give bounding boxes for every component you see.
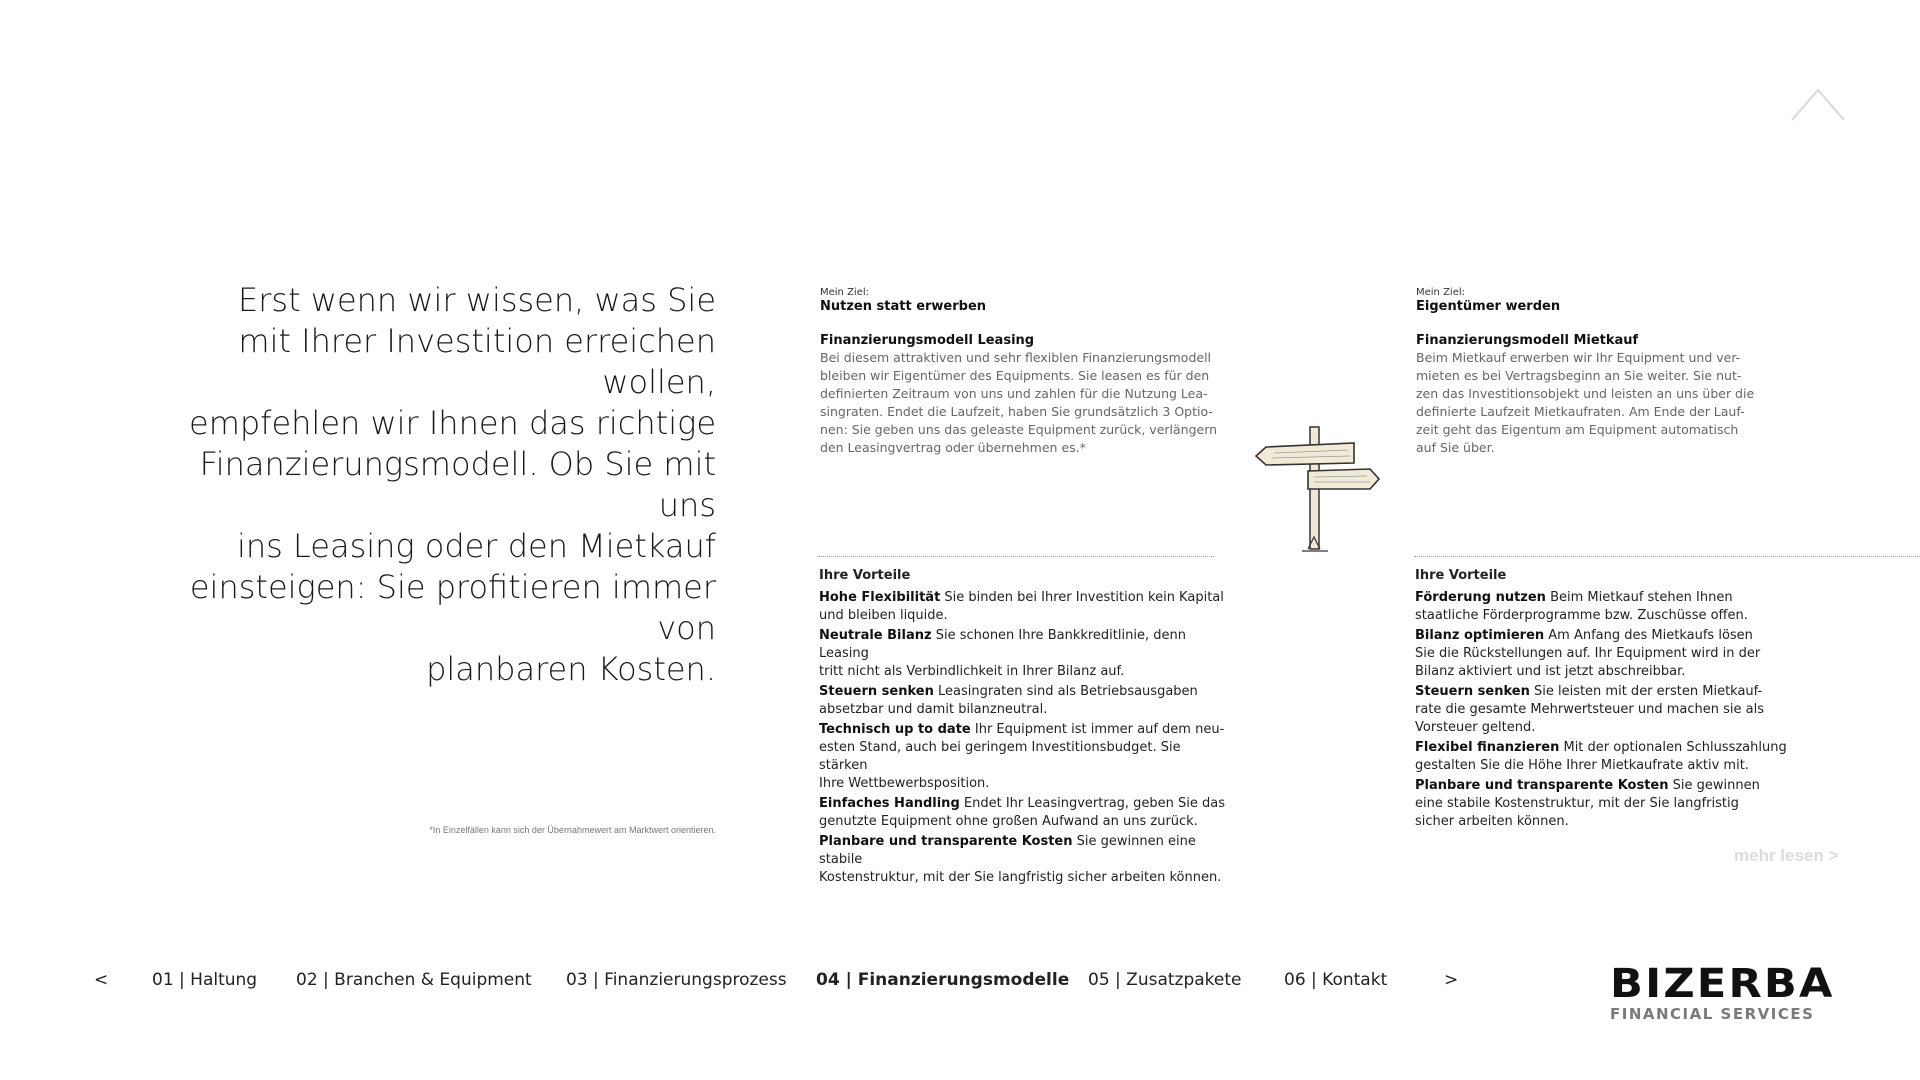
advantage-title: Förderung nutzen (1415, 590, 1546, 605)
advantage-item (1415, 777, 1825, 831)
advantages-heading: Ihre Vorteile (1415, 568, 1507, 583)
advantage-text: Sie leisten mit der ersten Mietkauf- (1529, 684, 1763, 699)
intro-line: ins Leasing oder den Mietkauf (236, 527, 716, 565)
advantage-title: Bilanz optimieren (1415, 628, 1545, 643)
advantage-text: Bilanz aktiviert und ist jetzt abschreibbar. (1415, 664, 1686, 679)
description-line: Beim Mietkauf erwerben wir Ihr Equipment und ver- (1416, 350, 1741, 365)
advantage-text: Ihre Wettbewerbsposition. (819, 776, 990, 791)
company-logo[interactable] (1610, 961, 1860, 1023)
advantage-text: Sie gewinnen eine stabile (819, 834, 1196, 867)
nav-item-branchen-equipment[interactable]: 02 | Branchen & Equipment (296, 970, 532, 990)
leasing-model-section (820, 287, 1220, 457)
bottom-nav (0, 966, 1500, 996)
advantage-text: Vorsteuer geltend. (1415, 720, 1536, 735)
goal-title: Nutzen statt erwerben (820, 299, 987, 314)
advantage-text: Mit der optionalen Schlusszahlung (1559, 740, 1787, 755)
section-divider (818, 556, 1214, 557)
read-more-link[interactable]: mehr lesen > (1734, 846, 1839, 865)
intro-line: Erst wenn wir wissen, was Sie (238, 281, 716, 319)
model-title: Finanzierungsmodell Mietkauf (1416, 333, 1639, 348)
nav-item-haltung[interactable]: 01 | Haltung (152, 970, 258, 990)
advantage-title: Steuern senken (1415, 684, 1530, 699)
advantage-item (819, 795, 1229, 831)
advantage-text: Sie gewinnen (1668, 778, 1760, 793)
advantages-heading: Ihre Vorteile (819, 568, 911, 583)
advantage-text: Am Anfang des Mietkaufs lösen (1544, 628, 1753, 643)
model-description (820, 349, 1220, 457)
goal-title: Eigentümer werden (1416, 299, 1561, 314)
mietkauf-model-section (1416, 287, 1816, 457)
advantage-text: absetzbar und damit bilanzneutral. (819, 702, 1048, 717)
nav-item-kontakt[interactable]: 06 | Kontakt (1284, 970, 1388, 990)
intro-line: empfehlen wir Ihnen das richtige (189, 404, 716, 442)
advantage-title: Planbare und transparente Kosten (1415, 778, 1669, 793)
leasing-advantages (819, 567, 1229, 889)
description-line: den Leasingvertrag oder übernehmen es.* (820, 440, 1086, 455)
nav-item-finanzierungsprozess[interactable]: 03 | Finanzierungsprozess (566, 970, 787, 990)
description-line: zen das Investitionsobjekt und leisten an uns über die (1416, 386, 1755, 401)
advantage-text: Sie binden bei Ihrer Investition kein Kapital (940, 590, 1224, 605)
advantage-text: Leasingraten sind als Betriebsausgaben (933, 684, 1198, 699)
advantage-item (819, 833, 1229, 887)
advantage-text: tritt nicht als Verbindlichkeit in Ihrer Bilanz auf. (819, 664, 1125, 679)
nav-prev-button[interactable]: < (94, 970, 109, 990)
advantage-title: Einfaches Handling (819, 796, 960, 811)
description-line: definierte Laufzeit Mietkaufraten. Am Ende der Lauf- (1416, 404, 1745, 419)
advantage-title: Hohe Flexibilität (819, 590, 941, 605)
intro-text (150, 280, 716, 690)
advantage-item (819, 589, 1229, 625)
advantage-text: gestalten Sie die Höhe Ihrer Mietkaufrate aktiv mit. (1415, 758, 1749, 773)
logo-subline: FINANCIAL SERVICES (1610, 1005, 1815, 1023)
intro-line: planbaren Kosten. (426, 650, 716, 688)
goal-label: Mein Ziel: (820, 287, 870, 298)
model-title: Finanzierungsmodell Leasing (820, 333, 1035, 348)
advantage-item (819, 627, 1229, 681)
description-line: nen: Sie geben uns das geleaste Equipment zurück, verlängern (820, 422, 1218, 437)
advantage-text: Kostenstruktur, mit der Sie langfristig sicher arbeiten können. (819, 870, 1222, 885)
nav-next-button[interactable]: > (1444, 970, 1459, 990)
advantage-item (1415, 589, 1825, 625)
description-line: auf Sie über. (1416, 440, 1495, 455)
goal-label: Mein Ziel: (1416, 287, 1466, 298)
description-line: mieten es bei Vertragsbeginn an Sie weiter. Sie nut- (1416, 368, 1742, 383)
advantage-item (1415, 683, 1825, 737)
advantage-item (1415, 739, 1825, 775)
advantage-item (819, 683, 1229, 719)
advantage-text: und bleiben liquide. (819, 608, 948, 623)
advantage-text: esten Stand, auch bei geringem Investitionsbudget. Sie stärken (819, 740, 1181, 773)
advantage-text: genutzte Equipment ohne großen Aufwand an uns zurück. (819, 814, 1198, 829)
advantage-title: Flexibel finanzieren (1415, 740, 1560, 755)
advantage-title: Planbare und transparente Kosten (819, 834, 1073, 849)
advantage-text: rate die gesamte Mehrwertsteuer und machen sie als (1415, 702, 1764, 717)
advantage-text: Sie die Rückstellungen auf. Ihr Equipment wird in der (1415, 646, 1761, 661)
description-line: definierten Zeitraum von uns und zahlen für die Nutzung Lea- (820, 386, 1208, 401)
advantage-text: Sie schonen Ihre Bankkreditlinie, denn Leasing (819, 628, 1186, 661)
logo-wordmark: BIZERBA (1610, 961, 1835, 1007)
signpost-icon (1252, 425, 1382, 555)
advantage-text: staatliche Förderprogramme bzw. Zuschüsse offen. (1415, 608, 1748, 623)
advantage-item (819, 721, 1229, 793)
intro-line: Finanzierungsmodell. Ob Sie mit uns (199, 445, 716, 524)
mietkauf-advantages (1415, 567, 1825, 833)
advantage-title: Technisch up to date (819, 722, 971, 737)
advantage-title: Neutrale Bilanz (819, 628, 932, 643)
advantage-title: Steuern senken (819, 684, 934, 699)
nav-item-finanzierungsmodelle[interactable]: 04 | Finanzierungsmodelle (816, 970, 1070, 990)
advantage-text: eine stabile Kostenstruktur, mit der Sie langfristig (1415, 796, 1739, 811)
footnote: *In Einzelfällen kann sich der Übernahmewert am Marktwert orientieren. (429, 825, 716, 835)
description-line: bleiben wir Eigentümer des Equipments. Sie leasen es für den (820, 368, 1210, 383)
intro-line: mit Ihrer Investition erreichen wollen, (238, 322, 716, 401)
advantage-text: Beim Mietkauf stehen Ihnen (1545, 590, 1733, 605)
description-line: Bei diesem attraktiven und sehr flexiblen Finanzierungsmodell (820, 350, 1212, 365)
intro-line: einsteigen: Sie profitieren immer von (189, 568, 716, 647)
model-description (1416, 349, 1816, 457)
advantage-text: Endet Ihr Leasingvertrag, geben Sie das (959, 796, 1226, 811)
section-divider (1414, 556, 1920, 557)
description-line: zeit geht das Eigentum am Equipment automatisch (1416, 422, 1739, 437)
advantage-item (1415, 627, 1825, 681)
advantage-text: Ihr Equipment ist immer auf dem neu- (970, 722, 1225, 737)
chevron-up-icon[interactable] (1788, 84, 1848, 124)
description-line: singraten. Endet die Laufzeit, haben Sie grundsätzlich 3 Optio- (820, 404, 1213, 419)
nav-item-zusatzpakete[interactable]: 05 | Zusatzpakete (1088, 970, 1242, 990)
advantage-text: sicher arbeiten können. (1415, 814, 1569, 829)
